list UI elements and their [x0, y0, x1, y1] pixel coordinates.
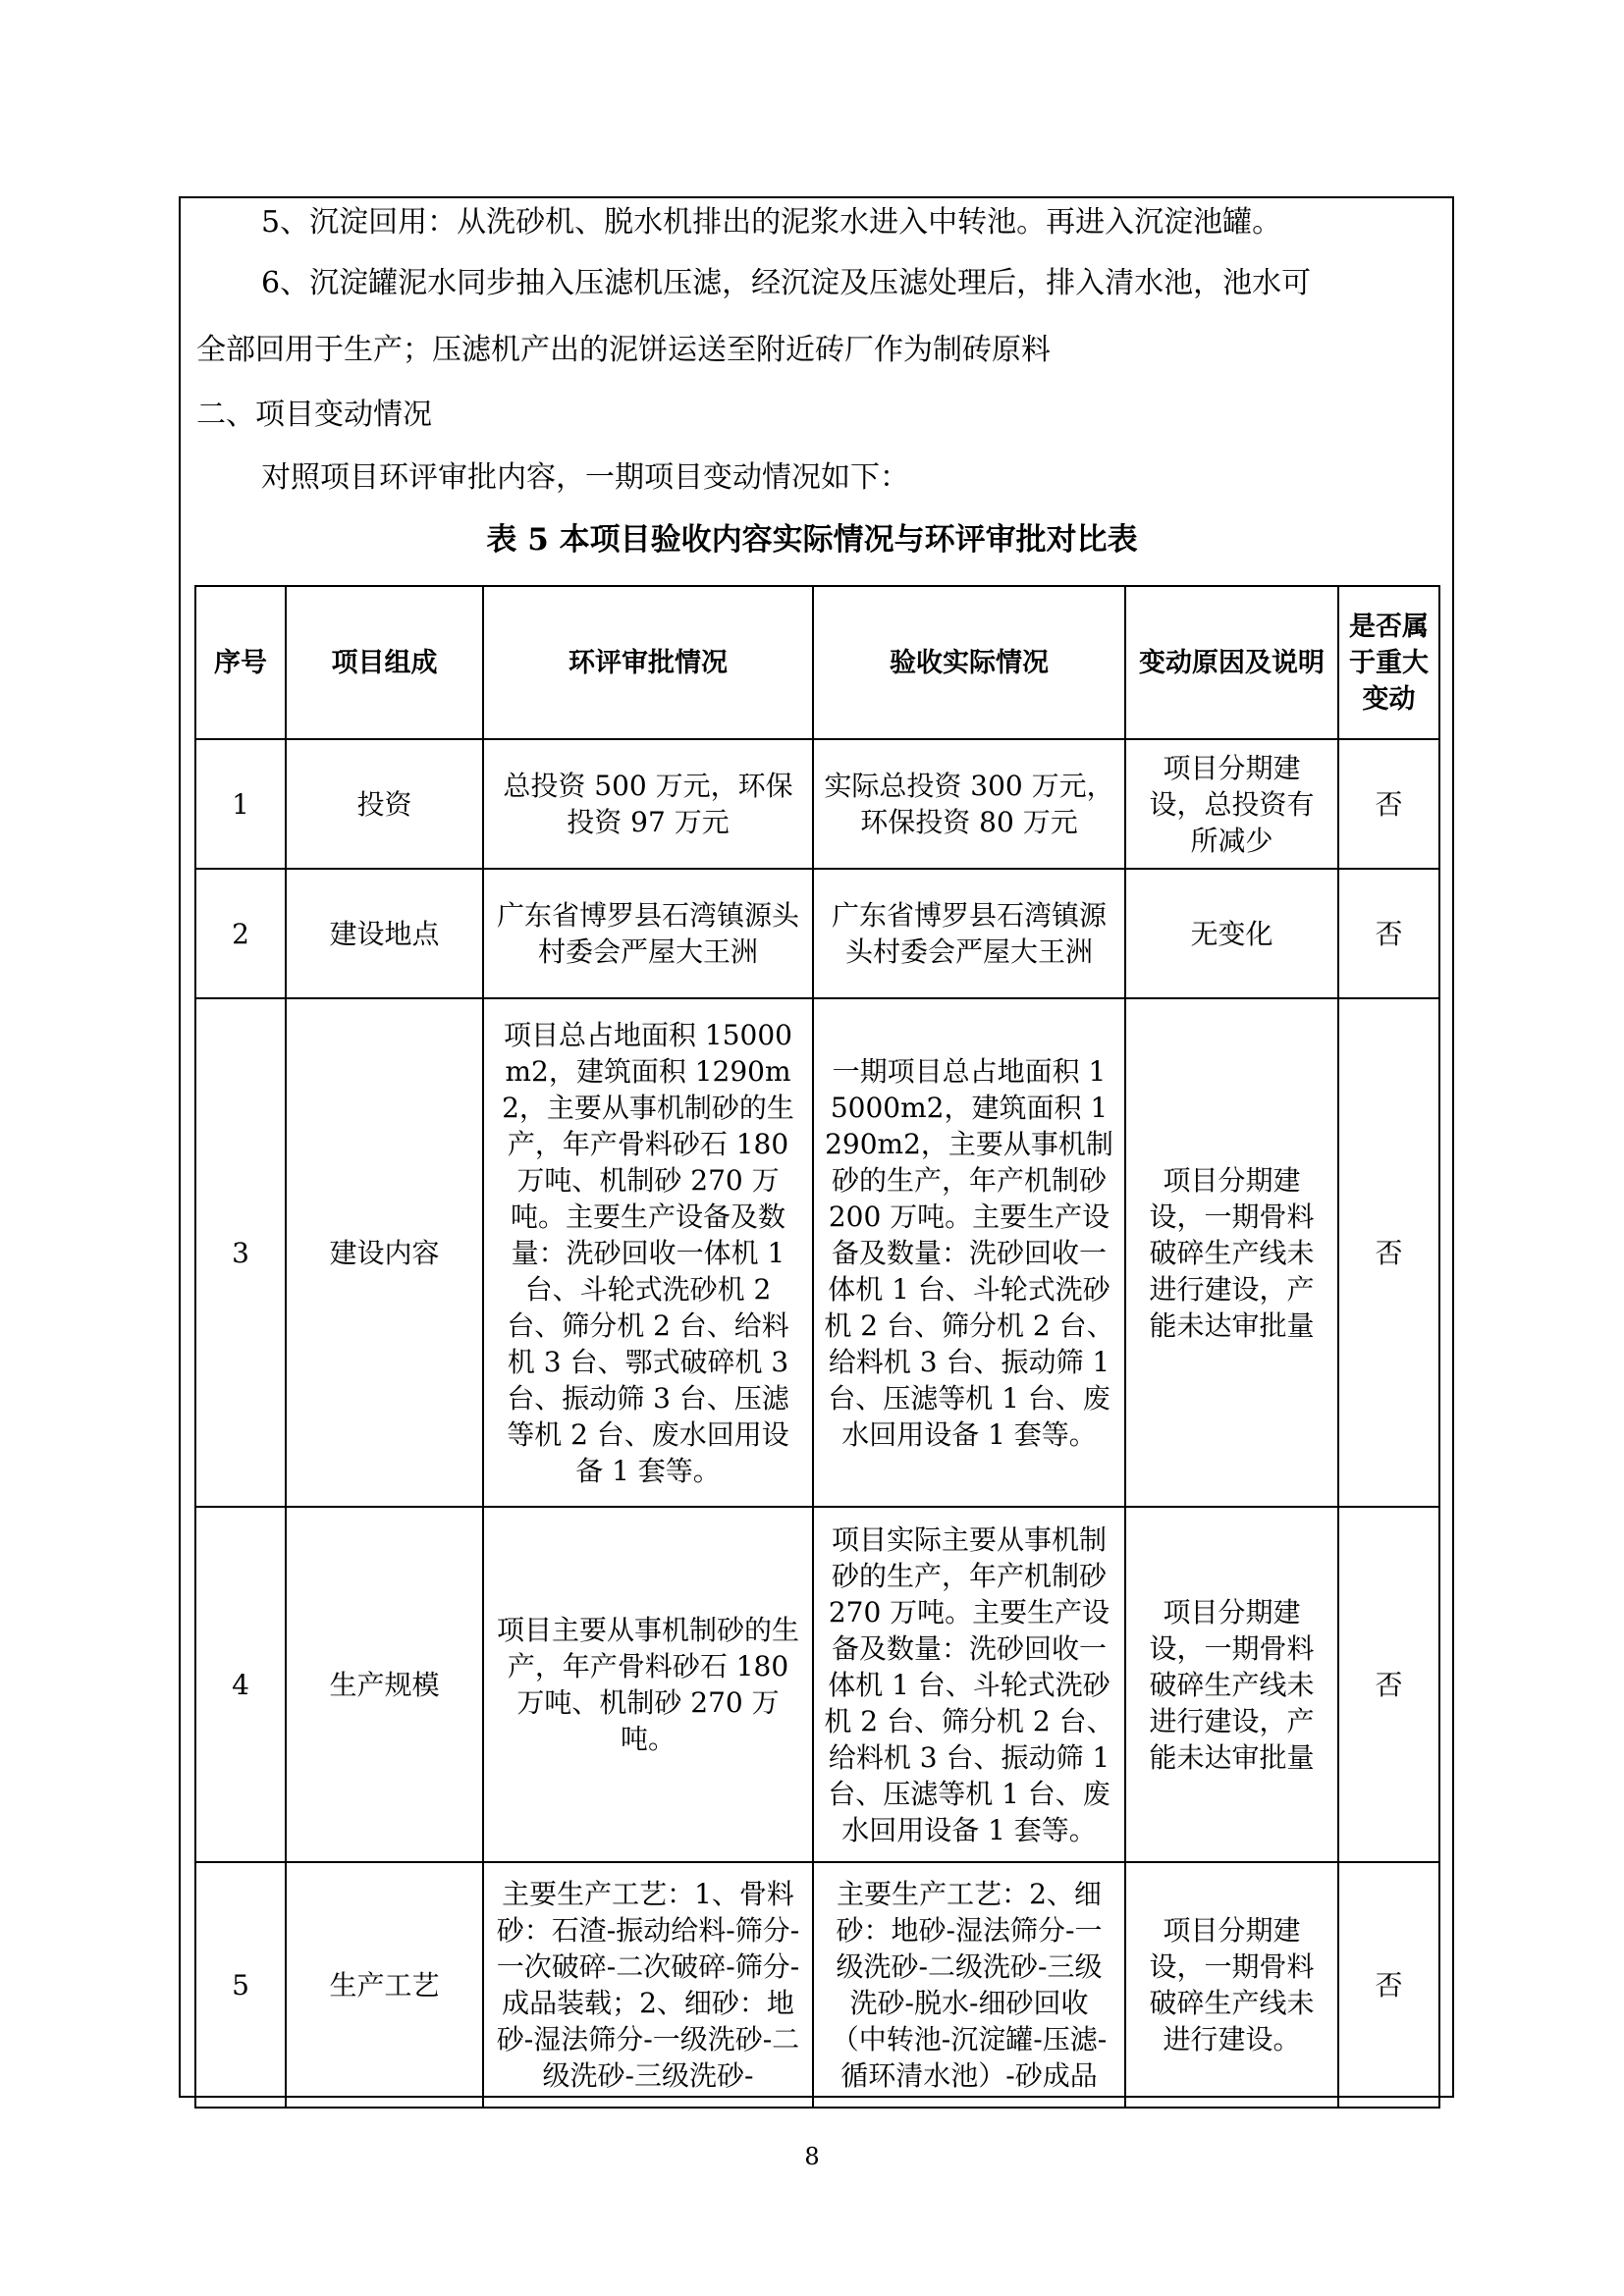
table-row — [195, 1862, 1439, 2108]
cell-approved: 项目总占地面积 15000m2，建筑面积 1290m2，主要从事机制砂的生产，年产骨料砂石 180 万吨、机制砂 270 万吨。主要生产设备及数量：洗砂回收一体机 1 台、斗轮式洗砂机 2 台、筛分机 2 台、给料机 3 台、鄂式破碎机 3 台、振动筛 3 台、压滤等机 2 台、废水回用设备 1 套等。 — [483, 998, 813, 1507]
cell-actual: 实际总投资 300 万元，环保投资 80 万元 — [813, 739, 1125, 869]
cell-actual: 主要生产工艺：2、细砂：地砂-湿法筛分-一级洗砂-二级洗砂-三级洗砂-脱水-细砂回收（中转池-沉淀罐-压滤-循环清水池）-砂成品 — [813, 1862, 1125, 2108]
header-actual: 验收实际情况 — [813, 586, 1125, 739]
table-row — [195, 869, 1439, 998]
comparison-table — [194, 585, 1440, 2109]
cell-actual: 广东省博罗县石湾镇源头村委会严屋大王洲 — [813, 869, 1125, 998]
cell-item: 投资 — [286, 739, 483, 869]
section-heading: 二、项目变动情况 — [196, 398, 432, 432]
cell-reason: 无变化 — [1125, 869, 1338, 998]
table-header-row — [195, 586, 1439, 739]
paragraph-6-line1: 6、沉淀罐泥水同步抽入压滤机压滤，经沉淀及压滤处理后，排入清水池，池水可 — [261, 266, 1312, 300]
header-no: 序号 — [195, 586, 286, 739]
cell-major: 否 — [1338, 1507, 1439, 1862]
cell-actual: 一期项目总占地面积 15000m2，建筑面积 1290m2，主要从事机制砂的生产，年产机制砂 200 万吨。主要生产设备及数量：洗砂回收一体机 1 台、斗轮式洗砂机 2 台、筛分机 2 台、给料机 3 台、振动筛 1 台、压滤等机 1 台、废水回用设备 1 套等。 — [813, 998, 1125, 1507]
cell-major: 否 — [1338, 739, 1439, 869]
paragraph-6-line2: 全部回用于生产；压滤机产出的泥饼运送至附近砖厂作为制砖原料 — [196, 333, 1051, 367]
table-title: 表 5 本项目验收内容实际情况与环评审批对比表 — [486, 522, 1138, 558]
header-item: 项目组成 — [286, 586, 483, 739]
cell-no: 4 — [195, 1507, 286, 1862]
cell-approved: 主要生产工艺：1、骨料砂：石渣-振动给料-筛分-一次破碎-二次破碎-筛分-成品装载；2、细砂：地砂-湿法筛分-一级洗砂-二级洗砂-三级洗砂- — [483, 1862, 813, 2108]
header-approved: 环评审批情况 — [483, 586, 813, 739]
header-reason: 变动原因及说明 — [1125, 586, 1338, 739]
cell-major: 否 — [1338, 998, 1439, 1507]
page-number: 8 — [804, 2143, 820, 2170]
cell-major: 否 — [1338, 1862, 1439, 2108]
table-row — [195, 739, 1439, 869]
cell-approved: 总投资 500 万元，环保投资 97 万元 — [483, 739, 813, 869]
cell-no: 3 — [195, 998, 286, 1507]
cell-item: 建设内容 — [286, 998, 483, 1507]
cell-major: 否 — [1338, 869, 1439, 998]
cell-approved: 项目主要从事机制砂的生产，年产骨料砂石 180 万吨、机制砂 270 万吨。 — [483, 1507, 813, 1862]
cell-reason: 项目分期建设，总投资有所减少 — [1125, 739, 1338, 869]
cell-actual: 项目实际主要从事机制砂的生产，年产机制砂 270 万吨。主要生产设备及数量：洗砂回收一体机 1 台、斗轮式洗砂机 2 台、筛分机 2 台、给料机 3 台、振动筛 1 台、压滤等机 1 台、废水回用设备 1 套等。 — [813, 1507, 1125, 1862]
table-row — [195, 998, 1439, 1507]
cell-item: 生产工艺 — [286, 1862, 483, 2108]
cell-no: 1 — [195, 739, 286, 869]
header-major: 是否属于重大变动 — [1338, 586, 1439, 739]
cell-no: 2 — [195, 869, 286, 998]
paragraph-5: 5、沉淀回用：从洗砂机、脱水机排出的泥浆水进入中转池。再进入沉淀池罐。 — [261, 205, 1282, 240]
cell-item: 建设地点 — [286, 869, 483, 998]
cell-reason: 项目分期建设，一期骨料破碎生产线未进行建设，产能未达审批量 — [1125, 1507, 1338, 1862]
cell-reason: 项目分期建设，一期骨料破碎生产线未进行建设。 — [1125, 1862, 1338, 2108]
cell-item: 生产规模 — [286, 1507, 483, 1862]
intro-paragraph: 对照项目环评审批内容，一期项目变动情况如下： — [261, 460, 909, 495]
cell-no: 5 — [195, 1862, 286, 2108]
table-row — [195, 1507, 1439, 1862]
cell-reason: 项目分期建设，一期骨料破碎生产线未进行建设，产能未达审批量 — [1125, 998, 1338, 1507]
cell-approved: 广东省博罗县石湾镇源头村委会严屋大王洲 — [483, 869, 813, 998]
